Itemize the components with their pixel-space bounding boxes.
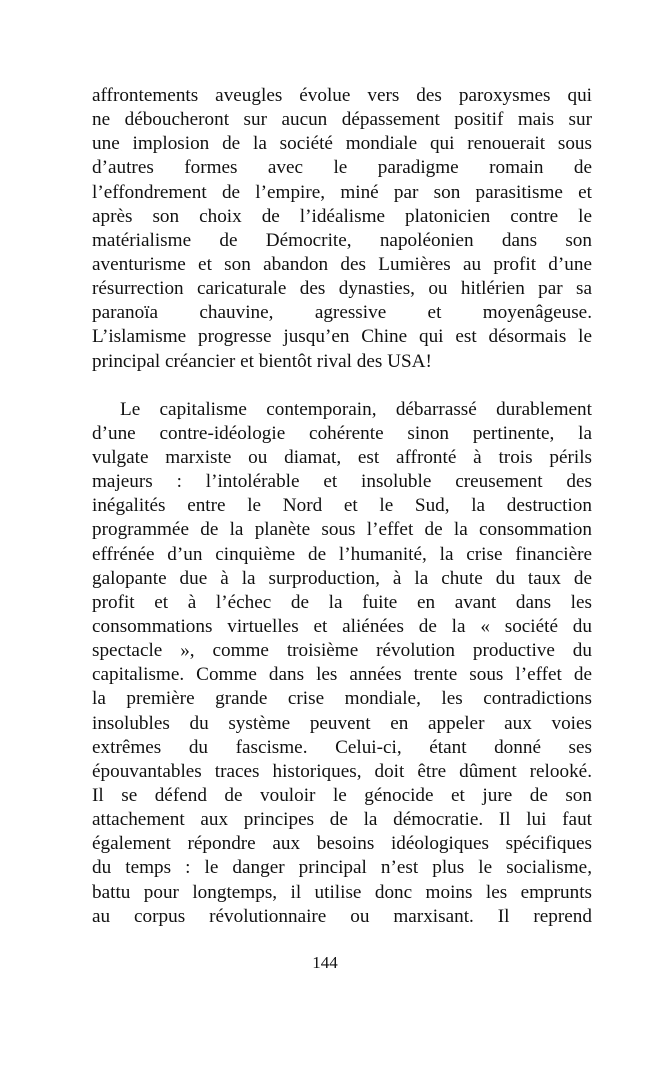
text-line: la première grande crise mondiale, les contradictions xyxy=(92,688,592,710)
text-line: vulgate marxiste ou diamat, est affronté à trois périls xyxy=(92,446,592,468)
text-line: extrêmes du fascisme. Celui-ci, étant donné ses xyxy=(92,736,592,758)
text-line: aventurisme et son abandon des Lumières au profit d’une xyxy=(92,253,592,275)
text-line: au corpus révolutionnaire ou marxisant. Il reprend xyxy=(92,905,592,927)
text-line: d’autres formes avec le paradigme romain de xyxy=(92,157,592,179)
text-line: affrontements aveugles évolue vers des paroxysmes qui xyxy=(92,85,592,106)
text-line: effrénée d’un cinquième de l’humanité, la crise financière xyxy=(92,543,592,565)
text-line: principal créancier et bientôt rival des USA! xyxy=(92,350,432,372)
text-line: insolubles du système peuvent en appeler aux voies xyxy=(92,712,592,734)
text-line: inégalités entre le Nord et le Sud, la destruction xyxy=(92,495,592,517)
text-line: l’effondrement de l’empire, miné par son parasitisme et xyxy=(92,181,592,203)
page-body xyxy=(92,84,592,929)
text-line: une implosion de la société mondiale qui renouerait sous xyxy=(92,133,592,155)
paragraph-2 xyxy=(92,398,592,929)
text-line: galopante due à la surproduction, à la chute du taux de xyxy=(92,567,592,589)
text-line: profit et à l’échec de la fuite en avant dans les xyxy=(92,591,592,613)
text-line: Le capitalisme contemporain, débarrassé durablement xyxy=(120,398,592,420)
text-line: paranoïa chauvine, agressive et moyenâgeuse. xyxy=(92,302,592,324)
text-line: épouvantables traces historiques, doit être dûment relooké. xyxy=(92,760,592,782)
text-line: du temps : le danger principal n’est plus le socialisme, xyxy=(92,857,592,879)
text-line: capitalisme. Comme dans les années trente sous l’effet de xyxy=(92,664,592,686)
page-number: 144 xyxy=(312,953,338,972)
text-line: consommations virtuelles et aliénées de la « société du xyxy=(92,615,592,637)
text-line: matérialisme de Démocrite, napoléonien dans son xyxy=(92,229,592,251)
paragraph-gap xyxy=(92,374,592,398)
text-line: également répondre aux besoins idéologiques spécifiques xyxy=(92,833,592,855)
text-line: L’islamisme progresse jusqu’en Chine qui est désormais le xyxy=(92,326,592,348)
text-line: majeurs : l’intolérable et insoluble creusement des xyxy=(92,471,592,493)
text-line: résurrection caricaturale des dynasties, ou hitlérien par sa xyxy=(92,278,592,300)
text-line: battu pour longtemps, il utilise donc moins les emprunts xyxy=(92,881,592,903)
text-line: après son choix de l’idéalisme platonicien contre le xyxy=(92,205,592,227)
text-line: programmée de la planète sous l’effet de la consommation xyxy=(92,519,592,541)
text-line: Il se défend de vouloir le génocide et jure de son xyxy=(92,784,592,806)
paragraph-1 xyxy=(92,84,592,374)
text-line: spectacle », comme troisième révolution productive du xyxy=(92,640,592,662)
text-line: attachement aux principes de la démocratie. Il lui faut xyxy=(92,809,592,831)
text-line: ne déboucheront sur aucun dépassement positif mais sur xyxy=(92,109,592,131)
text-line: d’une contre-idéologie cohérente sinon pertinente, la xyxy=(92,422,592,444)
